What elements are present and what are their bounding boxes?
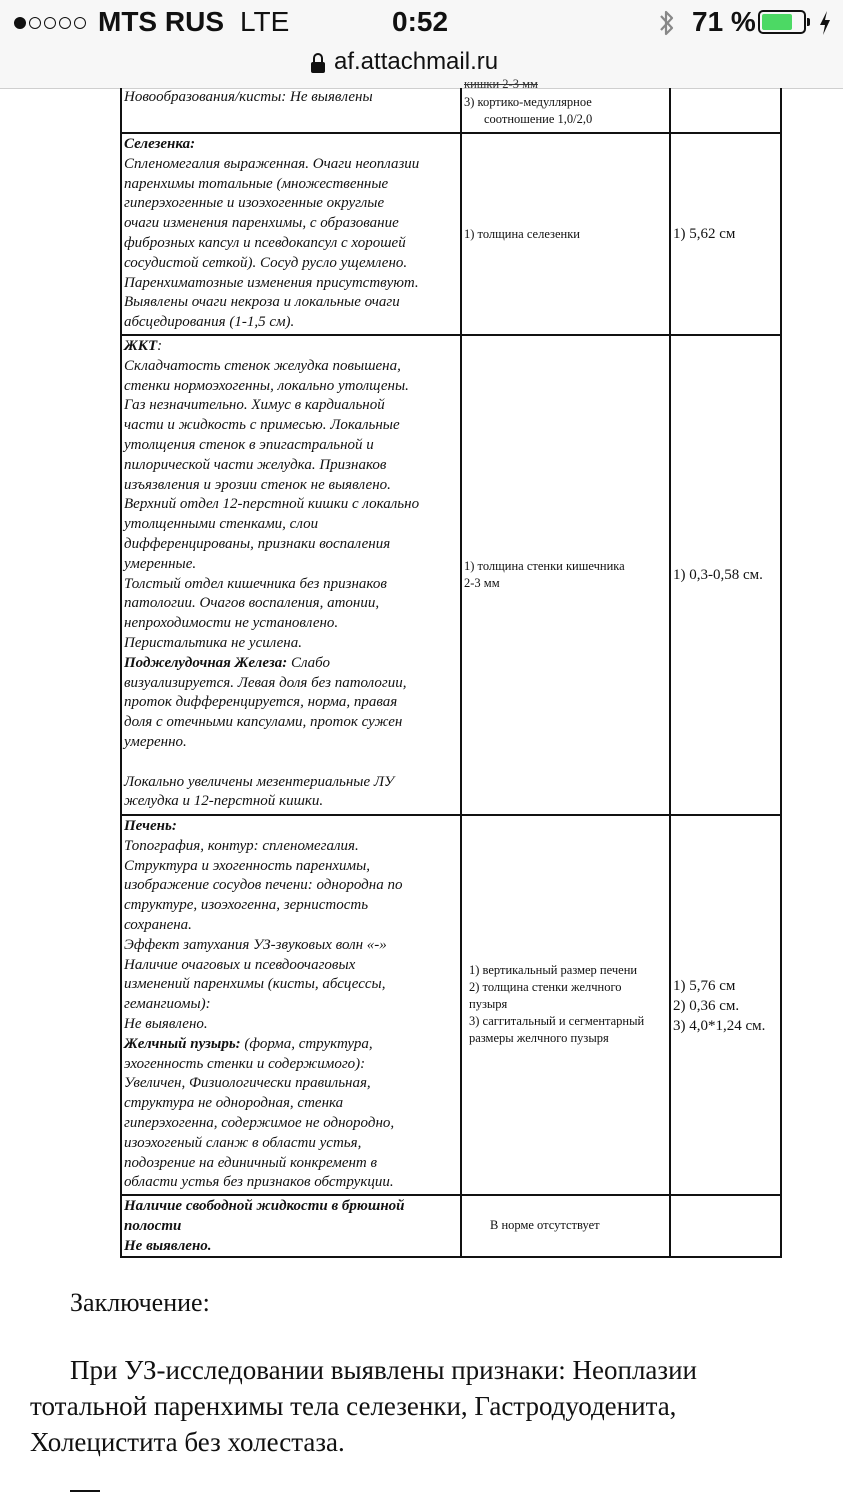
table-cell-value [669,88,782,132]
gi-value [669,334,782,814]
cell-text: 1) 5,62 см [673,226,736,242]
text-line: Увеличен, Физиологически правильная, [124,1075,371,1092]
fluid-description [120,1194,460,1258]
text-lines [124,674,458,813]
liver-value [669,814,782,1194]
table-cell-desc [120,88,460,132]
text-line: подозрение на единичный конкремент в [124,1154,378,1171]
text-line: изображение сосудов печени: однородна по [124,877,403,894]
conclusion-text: При УЗ-исследовании выявлены признаки: Неоплазии тотальной паренхимы тела селезенки, Гастродуоденита, Холецистита без холестаза. [30,1355,697,1457]
cell-text: полости [124,1217,182,1234]
cell-text: кишки 2-3 мм [464,77,538,91]
text-line: области устья без признаков обструкции. [124,1174,394,1191]
subsection-title: Желчный пузырь: [124,1035,241,1052]
cell-text: Наличие свободной жидкости в брюшной [124,1198,405,1214]
text-line: части и жидкость с примесью. Локальные [124,417,400,434]
value-line: 2) 0,36 см. [673,998,740,1014]
cell-text: Слабо [287,654,331,671]
cell-text: 3) кортико-медуллярное [464,95,592,109]
value-lines [673,976,778,1036]
text-line: Не выявлено. [124,1015,208,1032]
status-bar [0,0,843,46]
text-line [124,753,458,773]
text-line: пилорической части желудка. Признаков [124,456,387,473]
text-line: утолщения стенок в эпигастральной и [124,436,374,453]
section-title: Селезенка: [124,136,196,152]
text-line: фиброзных капсул и псевдокапсул с хорошей [124,234,406,251]
liver-description [120,814,460,1194]
text-line: Эффект затухания УЗ-звуковых волн «-» [124,936,387,953]
spleen-param [460,132,669,334]
param-line: 2) толщина стенки желчного [469,980,622,994]
text-line: дифференцированы, признаки воспаления [124,535,391,552]
section-title-bold: ЖКТ [124,338,158,354]
liver-param [460,814,669,1194]
text-line: эхогенность стенки и содержимого): [124,1055,366,1072]
text-line: гемангиомы): [124,996,211,1013]
clock: 0:52 [392,6,449,37]
report-table [120,77,782,1258]
text-line: визуализируется. Левая доля без патологии, [124,674,407,691]
text-line: Газ незначительно. Химус в кардиальной [124,397,385,414]
param-line: 1) вертикальный размер печени [469,963,638,977]
value-line: 1) 5,76 см [673,978,736,994]
signal-dot [59,17,71,29]
param-line: пузыря [469,997,508,1011]
gi-description [120,334,460,814]
text-line: Спленомегалия выраженная. Очаги неоплазии [124,155,420,172]
text-line: стенки нормоэхогенны, локально утолщены. [124,377,409,394]
text-line: Паренхиматозные изменения присутствуют. [124,274,419,291]
gallbladder-line [124,1035,458,1055]
text-line: Складчатость стенок желудка повышена, [124,357,401,374]
fluid-param [460,1194,669,1258]
cell-text: Новообразования/кисты: Не выявлены [124,89,373,105]
text-line: гиперэхогенна, содержимое не однородно, [124,1114,395,1131]
lock-icon [310,52,326,74]
text-line: гиперэхогенные и изоэхогенные округлые [124,195,385,212]
conclusion-heading: Заключение: [70,1288,210,1317]
text-line: Толстый отдел кишечника без признаков [124,575,387,592]
bluetooth-icon [656,8,678,38]
text-line: утолщенными стенками, слои [124,516,319,533]
text-lines [124,837,458,1035]
text-line: абсцедирования (1-1,5 см). [124,314,295,331]
cell-text: соотношение 1,0/2,0 [484,112,593,126]
cell-text: 1) толщина стенки кишечника [464,559,625,573]
signal-strength-icon [14,12,86,29]
signal-dot [29,17,41,29]
section-title: ЖКТ: [124,338,163,354]
text-lines [124,155,458,333]
pancreas-line [124,654,458,674]
text-line: Топография, контур: спленомегалия. [124,837,359,854]
text-line: Структура и эхогенность паренхимы, [124,857,371,874]
table-cell-param [460,77,669,132]
cell-text: Не выявлено. [124,1237,212,1254]
url-text[interactable]: af.attachmail.ru [334,48,499,75]
spleen-description [120,132,460,334]
cut-off-text [70,1490,100,1492]
cell-text: В норме отсутствует [490,1218,600,1232]
text-line: умеренные. [124,555,197,572]
cell-text: 1) 0,3-0,58 см. [673,567,763,583]
network-type-label: LTE [240,6,290,37]
section-title: Печень: [124,818,177,834]
carrier-label: MTS RUS [98,6,224,37]
signal-dot [74,17,86,29]
text-line: патологии. Очагов воспаления, атонии, [124,595,380,612]
signal-dot [44,17,56,29]
param-line: 3) саггитальный и сегментарный [469,1014,645,1028]
text-line: умеренно. [124,733,187,750]
text-lines [124,1055,458,1194]
text-line: изменений паренхимы (кисты, абсцессы, [124,976,386,993]
spleen-value [669,132,782,334]
cell-text: 1) толщина селезенки [464,227,580,241]
subsection-title: Поджелудочная Железа: [124,654,288,671]
text-line: структуре, изоэхогенна, зернистость [124,897,369,914]
charging-bolt-icon [818,10,832,36]
text-line: Выявлены очаги некроза и локальные очаги [124,294,400,311]
value-line: 3) 4,0*1,24 см. [673,1018,766,1034]
text-line: Перистальтика не усилена. [124,634,302,651]
cell-text: (форма, структура, [240,1035,373,1052]
address-bar[interactable] [0,46,843,89]
text-line: изоэхогеный сланж в области устья, [124,1134,362,1151]
param-lines [469,962,667,1047]
text-line: Локально увеличены мезентериальные ЛУ [124,773,395,790]
battery-icon [758,10,806,34]
battery-percent: 71 % [692,6,756,37]
text-line: изъязвления и эрозии стенок не выявлено. [124,476,391,493]
param-line: размеры желчного пузыря [469,1031,609,1045]
text-line: Наличие очаговых и псевдоочаговых [124,956,356,973]
text-line: структура не однородная, стенка [124,1095,344,1112]
text-line: Верхний отдел 12-перстной кишки с локально [124,496,420,513]
text-line: желудка и 12-перстной кишки. [124,793,324,810]
fluid-value [669,1194,782,1258]
text-line: доля с отечными капсулами, проток сужен [124,714,403,731]
text-line: паренхимы тотальные (множественные [124,175,389,192]
text-line: очаги изменения паренхимы, с образование [124,215,399,232]
gi-param [460,334,669,814]
text-line: проток дифференцируется, норма, правая [124,694,398,711]
text-line: сохранена. [124,916,192,933]
text-line: сосудистой сеткой). Сосуд русло ущемлено. [124,254,408,271]
cell-text: 2-3 мм [464,576,500,590]
signal-dot [14,17,26,29]
text-line: непроходимости не установлено. [124,615,339,632]
text-lines [124,357,458,654]
